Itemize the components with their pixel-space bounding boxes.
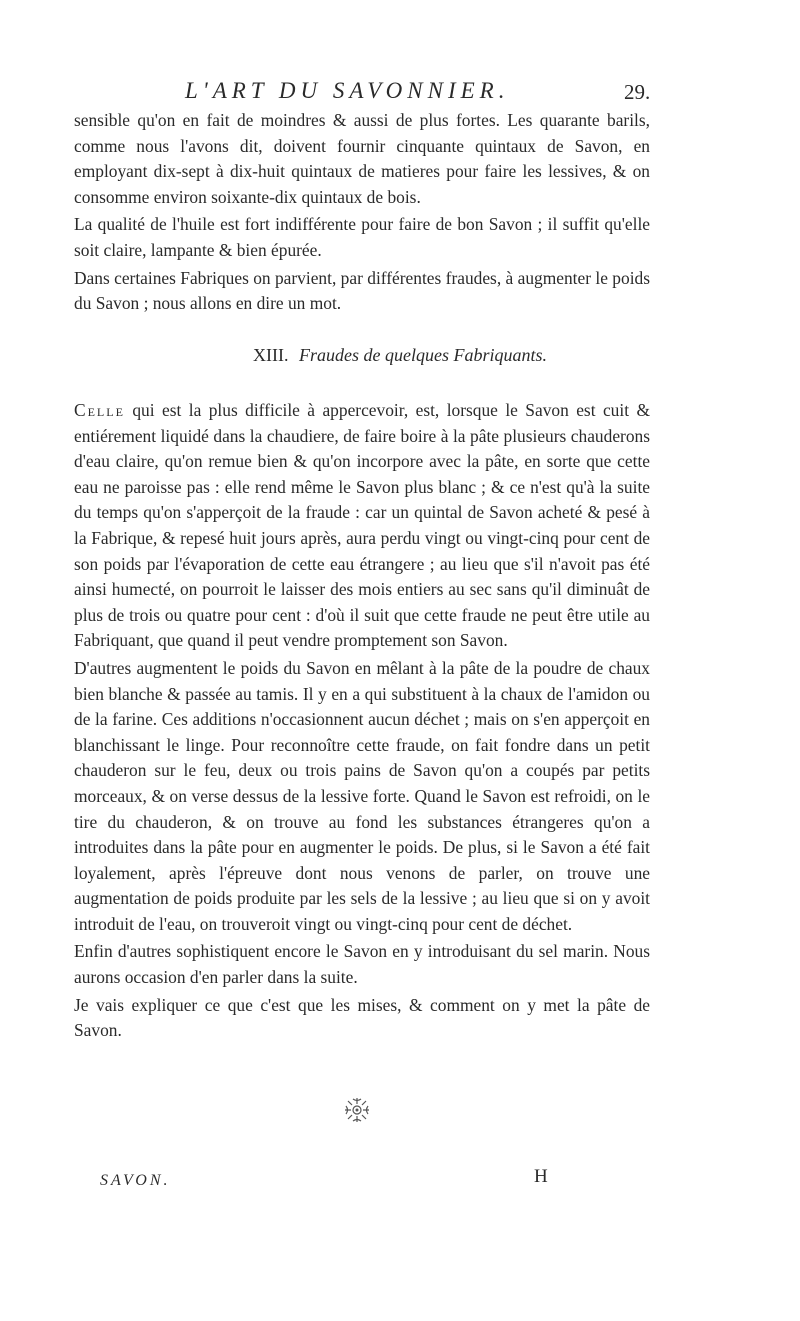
paragraph: Je vais expliquer ce que c'est que les mises, & comment on y met la pâte de Savon. [74,994,650,1041]
paragraph [74,398,650,654]
paragraph: La qualité de l'huile est fort indifférente pour faire de bon Savon ; il suffit qu'elle soit claire, lampante & bien épurée. [74,214,650,260]
page-number: 29. [624,80,651,104]
paragraph-text: qui est la plus difficile à appercevoir, est, lorsque le Savon est cuit & entiérement liquidé dans la chaudiere, de faire boire à la pâte plusieurs chauderons d'eau claire, qu'on remue bien & qu'on incorpore avec la pâte, en sorte que cette eau ne paroisse pas : elle rend même le Savon plus blanc ; & ce n'est qu'à la suite du temps qu'on s'apperçoit de la fraude : car un quintal de Savon acheté & pesé à la Fabrique, & repesé huit jours après, aura perdu vingt ou vingt-cinq pour cent de son poids par l'évaporation de cette eau étrangere ; au lieu que s'il n'avoit pas été ainsi humecté, on pourroit le laisser des mois entiers au sec sans qu'il diminuât de plus de trois ou quatre pour cent : d'où il suit que cette fraude ne peut être utile au Fabriquant, que quand il peut vendre promptement son Savon. [74,400,650,651]
running-title: L'ART DU SAVONNIER. [185,78,510,103]
signature-mark: SAVON. [100,1172,171,1189]
paragraph: D'autres augmentent le poids du Savon en mêlant à la pâte de la poudre de chaux bien blanche & passée au tamis. Il y en a qui substituent à la chaux de l'amidon ou de la farine. Ces additions n'occasionnent aucun déchet ; mais on s'en apperçoit en blanchissant le linge. Pour reconnoître cette fraude, on fait fondre dans un petit chauderon sur le feu, deux ou trois pains de Savon qu'on a coupés par petits morceaux, & on verse dessus de la lessive forte. Quand le Savon est refroidi, on le tire du chauderon, & on trouve au fond les substances étrangeres qu'on a introduites dans la pâte pour en augmenter le poids. De plus, si le Savon a été fait loyalement, après l'épreuve dont nous venons de parler, on trouve une augmentation de poids produite par les sels de la lessive ; au lieu que si on y avoit introduit de l'eau, on trouveroit vingt ou vingt-cinq pour cent de déchet. [74,657,650,934]
section-heading [0,345,800,366]
section-title: Fraudes de quelques Fabriquants. [299,345,547,365]
section-number: XIII. [253,345,289,365]
paragraph: Dans certaines Fabriques on parvient, par différentes fraudes, à augmenter le poids du Savon ; nous allons en dire un mot. [74,267,650,314]
running-head [0,78,800,108]
paragraph: Enfin d'autres sophistiquent encore le Savon en y introduisant du sel marin. Nous aurons occasion d'en parler dans la suite. [74,941,650,988]
intro-text [74,108,650,319]
opening-word: Celle [74,400,125,420]
paragraph: sensible qu'on en fait de moindres & aussi de plus fortes. Les quarante barils, comme nous l'avons dit, doivent fournir cinquante quintaux de Savon, en employant dix-sept à dix-huit quintaux de matieres pour faire les lessives, & on consomme environ soixante-dix quintaux de bois. [74,110,650,207]
section-body [74,398,650,1046]
fleuron-icon [342,1095,372,1125]
quire-mark: H [534,1166,548,1187]
